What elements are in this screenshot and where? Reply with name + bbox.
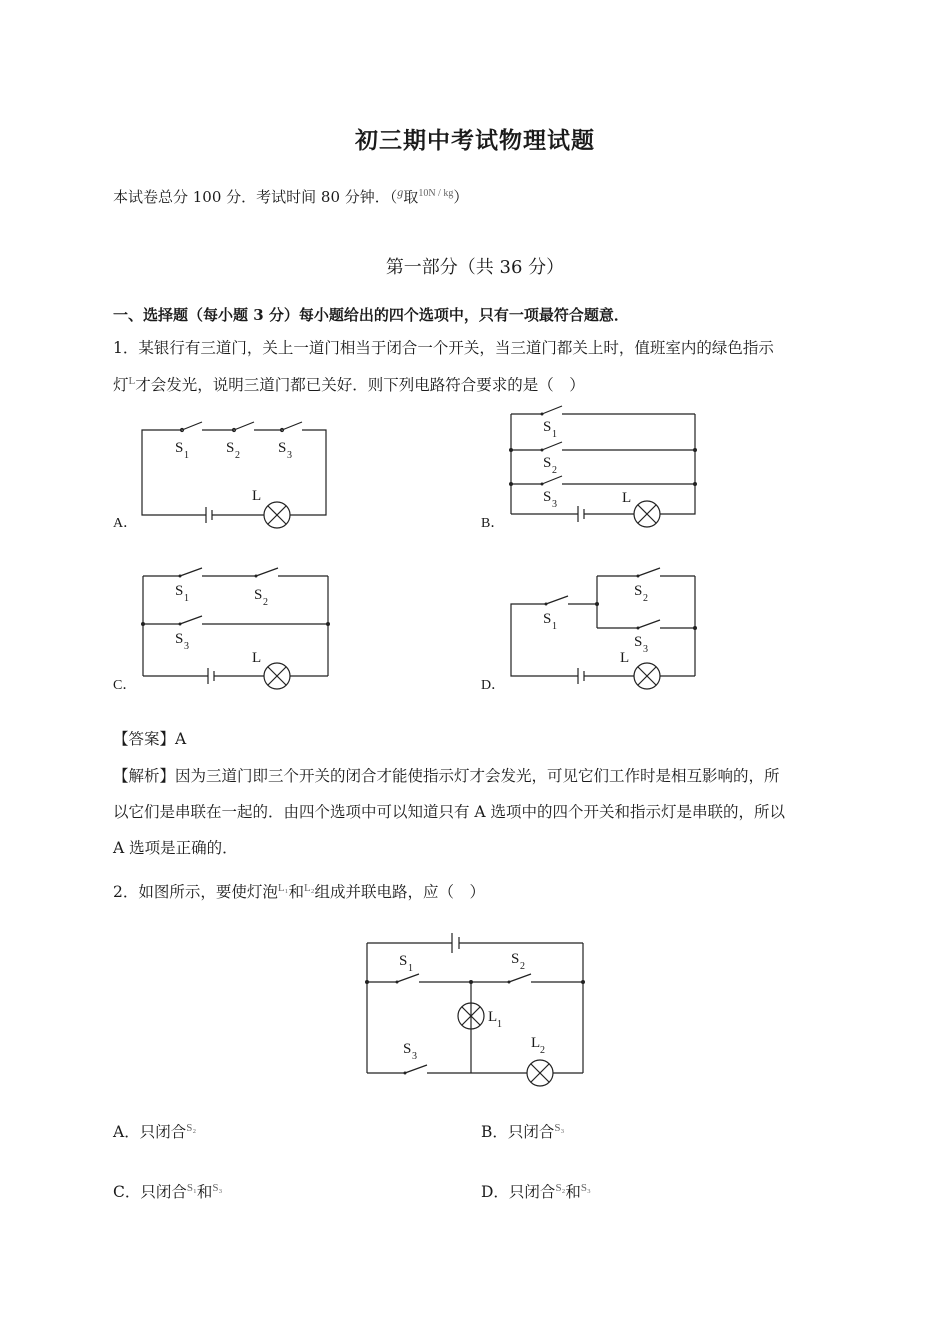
circuit-q2 <box>355 925 595 1090</box>
info-suffix: ） <box>453 188 469 206</box>
svg-text:S: S <box>543 489 552 505</box>
question-1-line-1: 1．某银行有三道门，关上一道门相当于闭合一个开关，当三道门都关上时，值班室内的绿色指示 <box>113 339 774 357</box>
svg-text:S: S <box>175 440 184 456</box>
question-1-line-2: 灯$^L$才会发光，说明三道门都已关好．则下列电路符合要求的是（ ） <box>113 375 585 395</box>
q2-option-a[interactable]: A．只闭合$^{S_2}$ <box>113 1121 197 1141</box>
lamp-symbol: L <box>128 375 136 387</box>
svg-text:L: L <box>620 650 630 666</box>
l2-symbol: L₂ <box>303 882 315 894</box>
explanation-line-3: A 选项是正确的． <box>113 839 238 857</box>
svg-text:2: 2 <box>540 1045 545 1056</box>
svg-text:S: S <box>543 611 552 627</box>
part-title: 第一部分（共 36 分） <box>385 257 565 278</box>
explanation <box>113 758 843 866</box>
svg-text:S: S <box>634 583 643 599</box>
svg-text:2: 2 <box>520 961 525 972</box>
q2-option-c[interactable]: C．只闭合$^{S_1}$和$^{S_3}$ <box>113 1181 223 1201</box>
circuit-d <box>500 564 710 692</box>
svg-text:3: 3 <box>287 450 292 461</box>
svg-text:S: S <box>634 634 643 650</box>
svg-text:3: 3 <box>184 641 189 652</box>
svg-text:S: S <box>403 1041 412 1057</box>
svg-text:3: 3 <box>412 1051 417 1062</box>
answer: 【答案】A <box>113 730 187 748</box>
svg-text:1: 1 <box>497 1019 502 1030</box>
paper-title: 初三期中考试物理试题 <box>355 127 595 154</box>
svg-text:S: S <box>543 419 552 435</box>
q2-option-d[interactable]: D．只闭合$^{S_2}$和$^{S_3}$ <box>481 1181 591 1201</box>
g-unit: 10N / kg <box>418 188 454 199</box>
info-take: 取 <box>403 188 419 206</box>
exam-info <box>113 185 468 207</box>
svg-text:S: S <box>226 440 235 456</box>
section-header: 一、选择题（每小题 3 分）每小题给出的四个选项中，只有一项最符合题意． <box>113 306 629 324</box>
circuit-b <box>500 402 710 530</box>
question-1 <box>113 332 848 402</box>
svg-text:3: 3 <box>643 644 648 655</box>
explanation-line-2: 以它们是串联在一起的．由四个选项中可以知道只有 A 选项中的四个开关和指示灯是串联的，所以 <box>113 803 786 821</box>
circuit-c <box>130 564 340 692</box>
svg-text:S: S <box>278 440 287 456</box>
svg-text:2: 2 <box>235 450 240 461</box>
info-prefix: 本试卷总分 100 分．考试时间 80 分钟．（ <box>113 188 398 206</box>
q2-option-b[interactable]: B．只闭合$^{S_3}$ <box>481 1121 565 1141</box>
svg-text:2: 2 <box>643 593 648 604</box>
svg-text:S: S <box>399 953 408 969</box>
svg-text:L: L <box>531 1035 541 1051</box>
option-d-label[interactable]: D． <box>481 678 506 693</box>
svg-text:S: S <box>543 455 552 471</box>
svg-text:L: L <box>252 488 262 504</box>
svg-text:S: S <box>511 951 520 967</box>
option-c-label[interactable]: C． <box>113 678 137 693</box>
svg-text:1: 1 <box>408 963 413 974</box>
svg-text:S: S <box>254 587 263 603</box>
question-2: 2．如图所示，要使灯泡$^{L_1}$和$^{L_2}$组成并联电路，应（ ） <box>113 882 486 902</box>
svg-text:1: 1 <box>184 450 189 461</box>
svg-text:L: L <box>252 650 262 666</box>
g-symbol: g <box>397 185 404 199</box>
svg-text:S: S <box>175 631 184 647</box>
explanation-line-1: 【解析】因为三道门即三个开关的闭合才能使指示灯才会发光，可见它们工作时是相互影响的，所 <box>113 767 780 785</box>
svg-text:3: 3 <box>552 499 557 510</box>
option-a-label[interactable]: A． <box>113 516 138 531</box>
svg-text:L: L <box>488 1009 498 1025</box>
svg-text:S: S <box>175 583 184 599</box>
option-b-label[interactable]: B． <box>481 516 505 531</box>
svg-text:1: 1 <box>552 429 557 440</box>
svg-text:1: 1 <box>552 621 557 632</box>
svg-text:L: L <box>622 490 632 506</box>
svg-text:2: 2 <box>552 465 557 476</box>
svg-text:2: 2 <box>263 597 268 608</box>
l1-symbol: L₁ <box>277 882 289 894</box>
svg-text:1: 1 <box>184 593 189 604</box>
circuit-a <box>130 410 340 530</box>
